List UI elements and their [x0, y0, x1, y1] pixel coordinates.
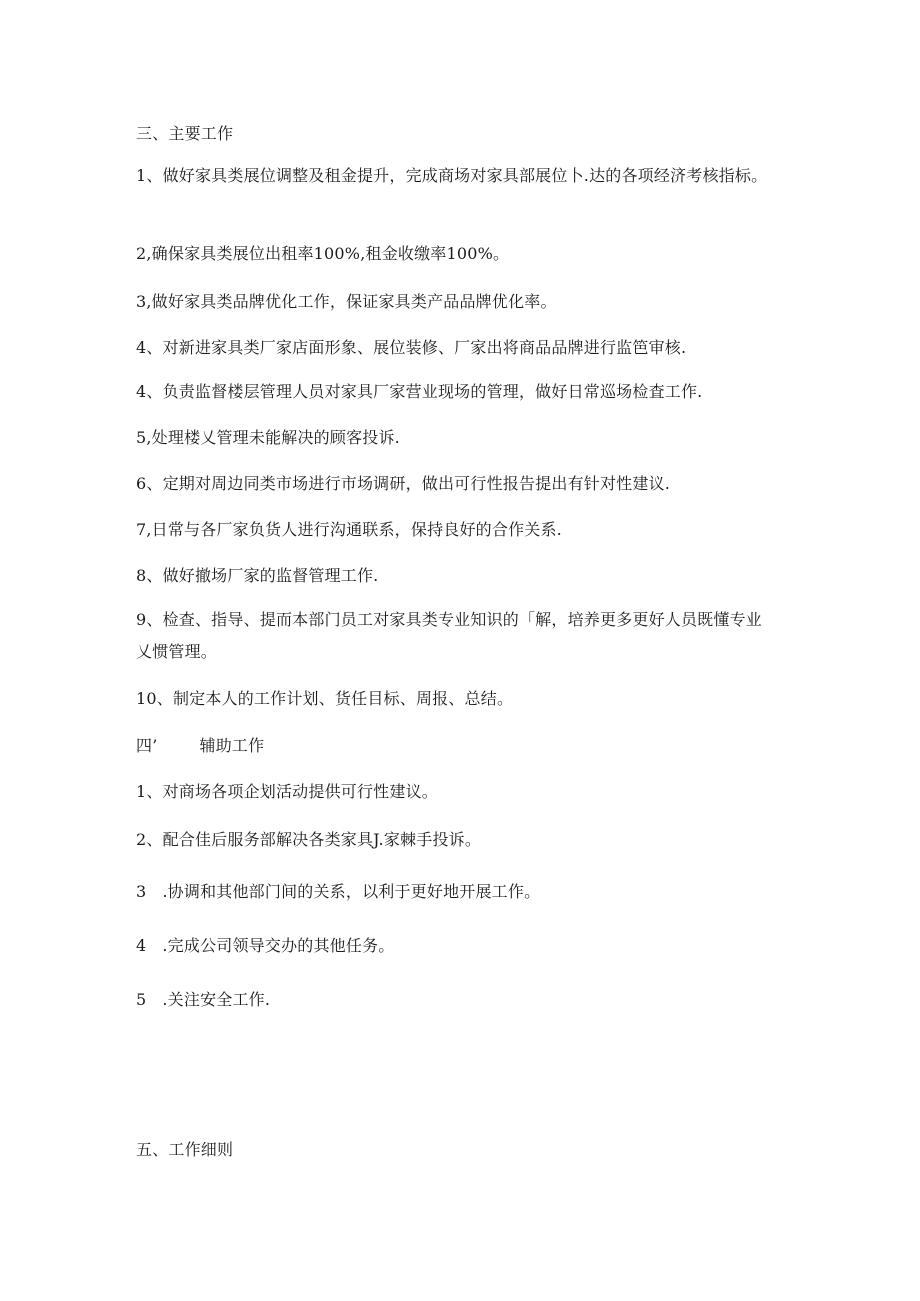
section-heading-number: 四’ [136, 736, 158, 755]
list-item: 4、负责监督楼层管理人员对家具厂家营业现场的管理，做好日常巡场检査工作. [136, 382, 703, 401]
section-heading-work-details: 五、工作细则 [136, 1140, 234, 1159]
section-heading-text: 辅助工作 [199, 736, 265, 755]
list-item: 8、做好撤场厂家的监督管理工作. [136, 566, 379, 585]
list-item [136, 984, 786, 1016]
section-heading-main-work: 三、主要工作 [136, 124, 234, 143]
list-item: 6、定期对周边同类市场进行市场调研，做出可行性报告提出有针对性建议. [136, 474, 671, 493]
list-item: 10、制定本人的工作计划、货任目标、周报、总结。 [136, 689, 514, 708]
list-item: 1、对商场各项企划活动提供可行性建议。 [136, 782, 438, 801]
item-number: 5 [136, 990, 147, 1009]
list-item: 2,确保家具类展位出租率100%,租金收缴率100%。 [136, 244, 510, 263]
list-item: 3,做好家具类品牌优化工作，保证家具类产品品牌优化率。 [136, 292, 557, 311]
list-item: 4、对新进家具类厂家店面形象、展位装修、厂家出将商品品牌进行监笆审核. [136, 338, 687, 357]
section-heading-auxiliary-work [136, 730, 786, 762]
item-number: 4 [136, 936, 147, 955]
item-number: 3 [136, 882, 147, 901]
list-item [136, 876, 786, 908]
item-text: .完成公司领导交办的其他任务。 [162, 936, 395, 955]
list-item: 1、做好家具类展位调整及租金提升，完成商场对家具部展位卜.达的各项经济考核指标。 [136, 166, 768, 185]
list-item [136, 930, 786, 962]
list-item: 7,日常与各厂家负货人进行沟通联系，保持良好的合作关系. [136, 520, 562, 539]
list-item: 2、配合佳后服务部解决各类家具J.家棘手投诉。 [136, 830, 482, 849]
list-item: 5,处理楼乂管理未能解决的顾客投诉. [136, 428, 400, 447]
item-text: .协调和其他部门间的关系，以利于更好地开展工作。 [162, 882, 541, 901]
list-item: 9、检查、指导、提而本部门员工对家具类专业知识的「解，培养更多更好人员既懂专业乂惯管理。 [136, 610, 762, 661]
item-text: .关注安全工作. [162, 990, 271, 1009]
